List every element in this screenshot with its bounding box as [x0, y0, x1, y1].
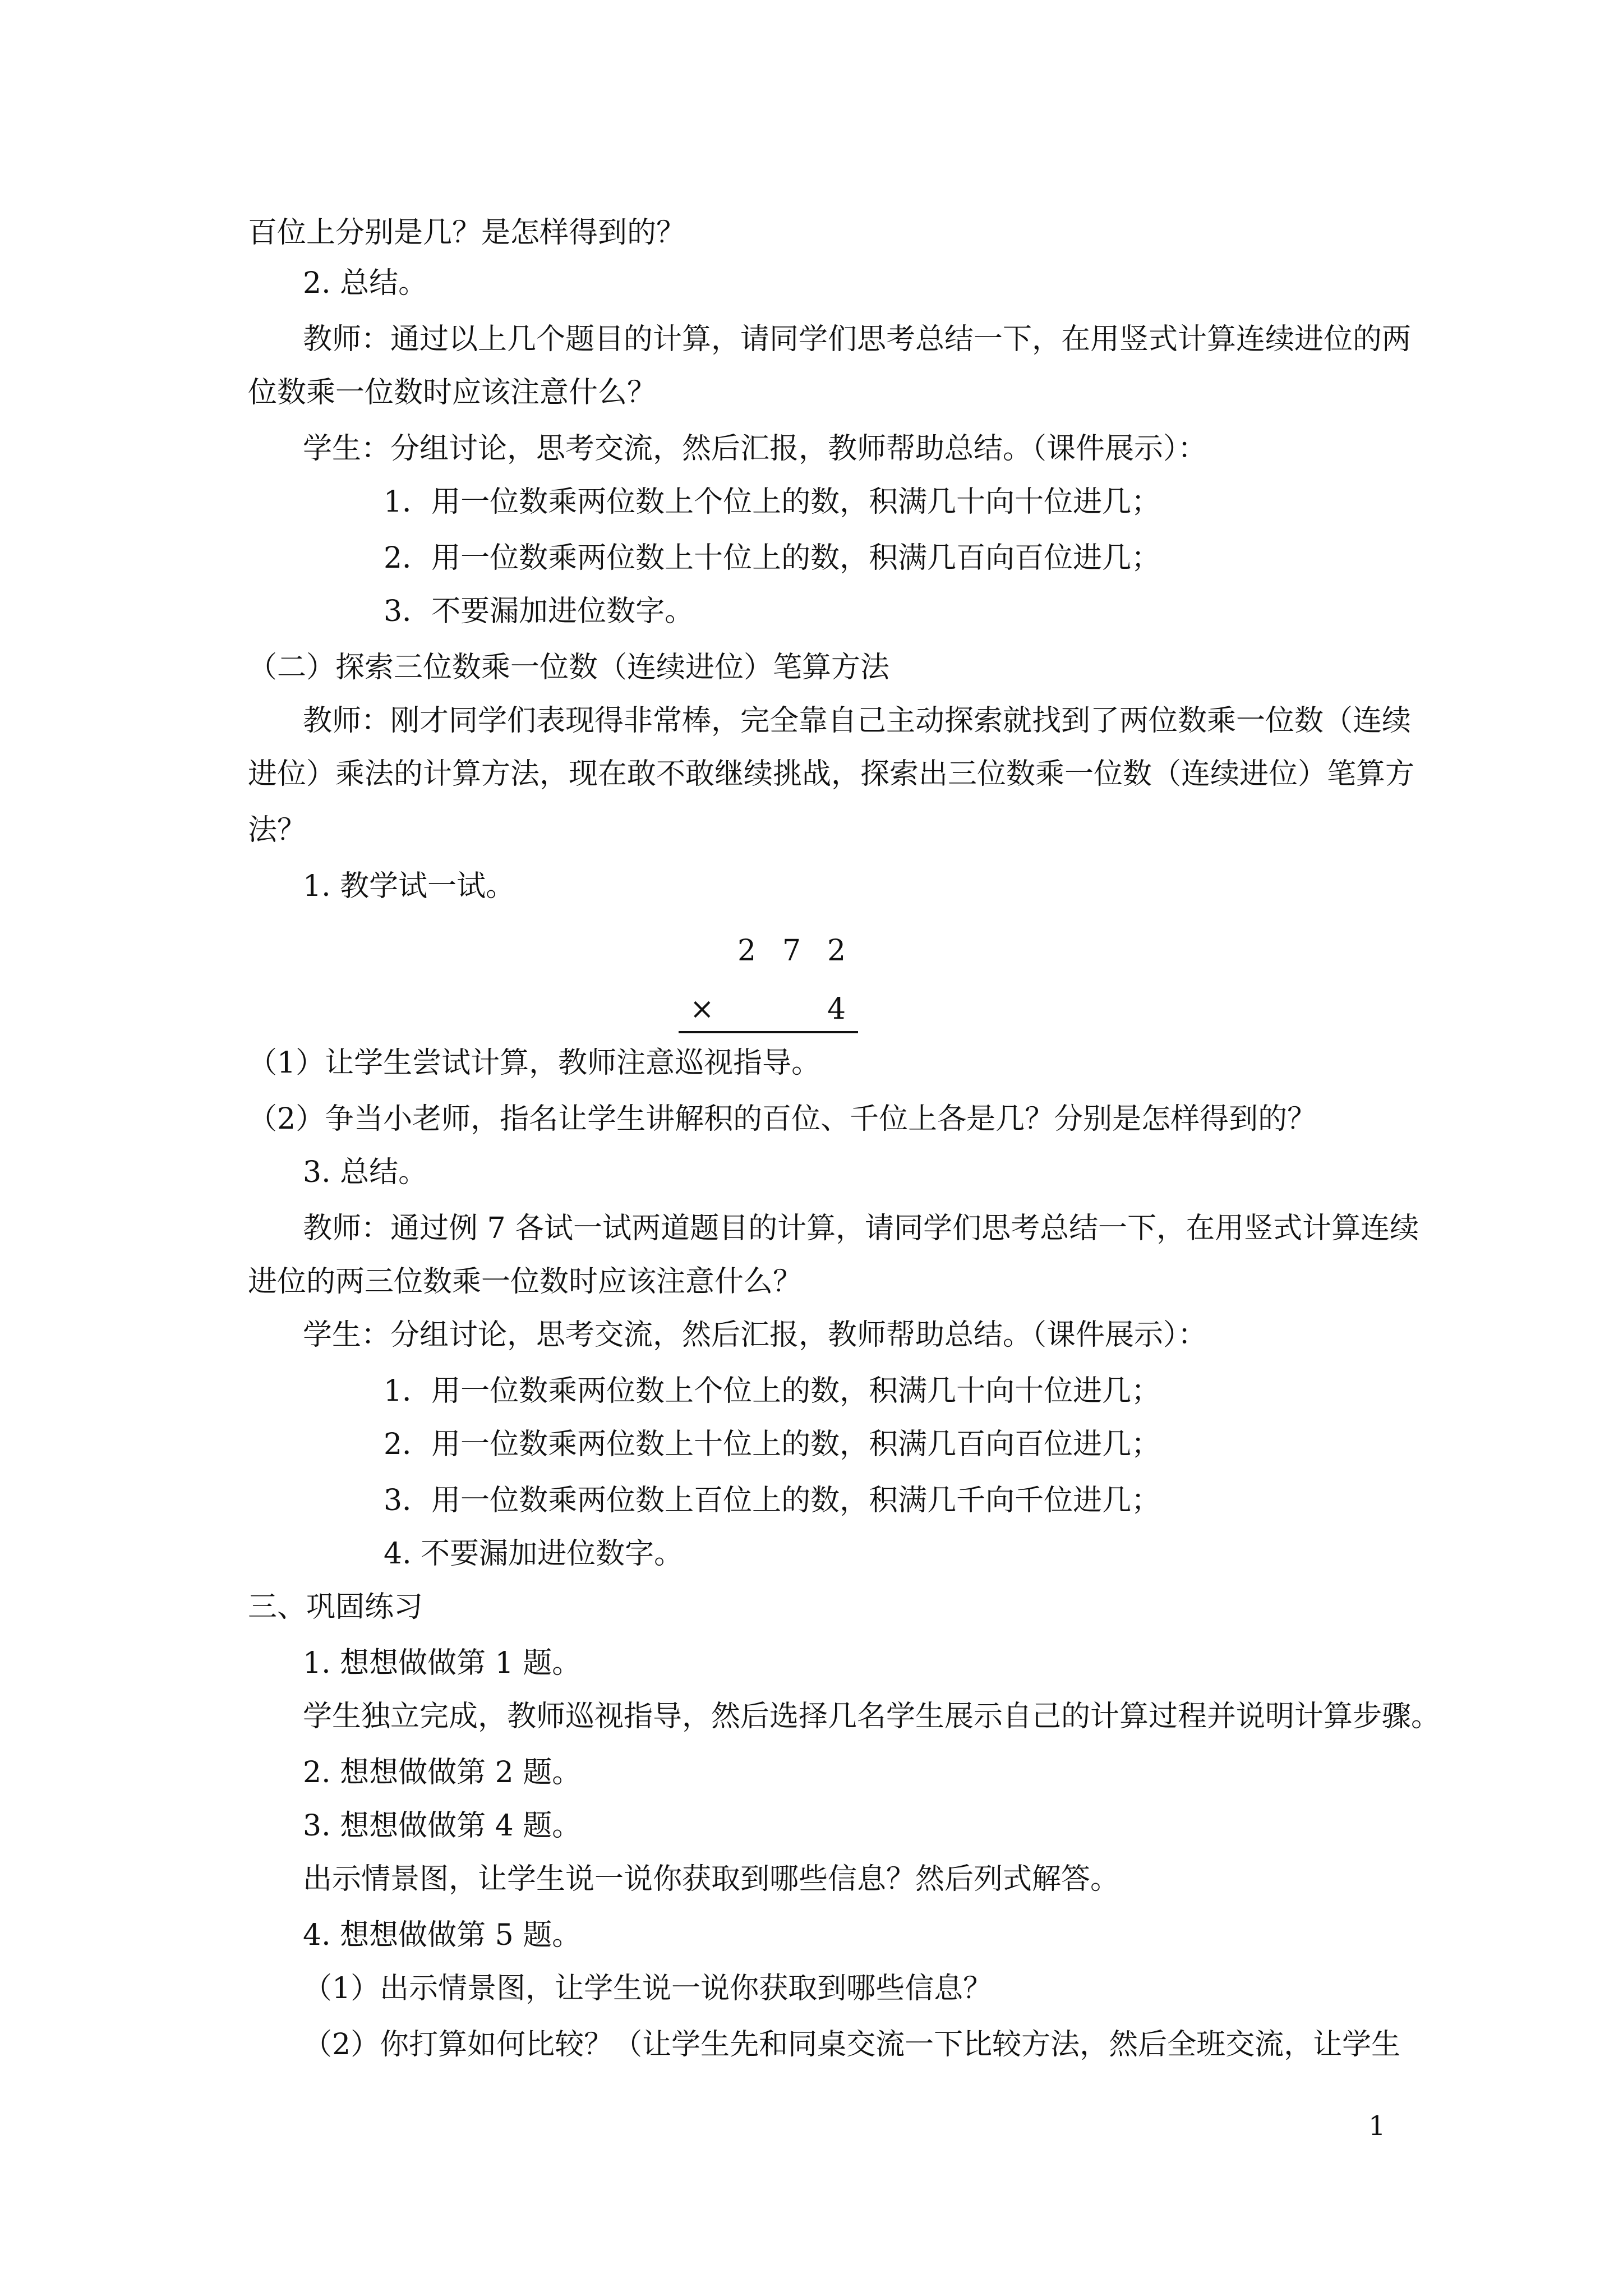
multiplier-digit: 4	[827, 992, 846, 1026]
text-line: 4. 想想做做第 5 题。	[303, 1918, 582, 1952]
text-line: 学生独立完成，教师巡视指导，然后选择几名学生展示自己的计算过程并说明计算步骤。	[303, 1700, 1441, 1733]
list-item: 1．用一位数乘两位数上个位上的数，积满几十向十位进几；	[384, 485, 1161, 519]
text-line: 教师：刚才同学们表现得非常棒，完全靠自己主动探索就找到了两位数乘一位数（连续	[303, 704, 1412, 738]
text-line: （2）争当小老师，指名让学生讲解积的百位、千位上各是几？分别是怎样得到的？	[248, 1102, 1317, 1136]
page-number: 1	[1368, 2110, 1386, 2142]
text-line: 2. 想想做做第 2 题。	[303, 1756, 582, 1789]
calculation-rule-line	[679, 1031, 858, 1033]
section-heading: 3. 总结。	[303, 1156, 428, 1189]
multiplicand-digit: 2	[737, 934, 757, 968]
section-heading: （二）探索三位数乘一位数（连续进位）笔算方法	[248, 651, 890, 684]
list-item: 4. 不要漏加进位数字。	[384, 1537, 684, 1571]
list-item: 3．用一位数乘两位数上百位上的数，积满几千向千位进几；	[384, 1484, 1161, 1517]
section-heading: 三、巩固练习	[248, 1590, 423, 1624]
multiplier-row	[679, 990, 858, 1029]
list-item: 3．不要漏加进位数字。	[384, 595, 694, 628]
text-line: 学生：分组讨论，思考交流，然后汇报，教师帮助总结。（课件展示）：	[303, 432, 1207, 466]
text-line: （2）你打算如何比较？（让学生先和同桌交流一下比较方法，然后全班交流，让学生	[303, 2028, 1401, 2062]
list-item: 2．用一位数乘两位数上十位上的数，积满几百向百位进几；	[384, 1428, 1161, 1461]
text-line: 法？	[248, 813, 307, 847]
text-line: 进位的两三位数乘一位数时应该注意什么？	[248, 1265, 803, 1299]
section-heading: 1. 教学试一试。	[303, 869, 515, 903]
text-line: 学生：分组讨论，思考交流，然后汇报，教师帮助总结。（课件展示）：	[303, 1318, 1207, 1352]
multiplicand-digit: 7	[782, 934, 801, 968]
text-line: 进位）乘法的计算方法，现在敢不敢继续挑战，探索出三位数乘一位数（连续进位）笔算方	[248, 757, 1415, 791]
text-line: （1）让学生尝试计算，教师注意巡视指导。	[248, 1046, 821, 1080]
text-line: 教师：通过以上几个题目的计算，请同学们思考总结一下，在用竖式计算连续进位的两	[303, 323, 1412, 356]
text-line: 教师：通过例 7 各试一试两道题目的计算，请同学们思考总结一下，在用竖式计算连续	[303, 1212, 1419, 1245]
text-line: 位数乘一位数时应该注意什么？	[248, 376, 657, 409]
text-line: 1. 想想做做第 1 题。	[303, 1646, 582, 1680]
section-heading: 2. 总结。	[303, 266, 428, 300]
vertical-multiplication	[679, 931, 858, 1032]
text-line: 百位上分别是几？是怎样得到的？	[248, 216, 686, 250]
list-item: 2．用一位数乘两位数上十位上的数，积满几百向百位进几；	[384, 541, 1161, 575]
text-line: 3. 想想做做第 4 题。	[303, 1809, 582, 1843]
multiplicand-digit: 2	[827, 934, 846, 968]
text-line: 出示情景图，让学生说一说你获取到哪些信息？然后列式解答。	[303, 1862, 1120, 1896]
list-item: 1．用一位数乘两位数上个位上的数，积满几十向十位进几；	[384, 1374, 1161, 1408]
text-line: （1）出示情景图，让学生说一说你获取到哪些信息？	[303, 1972, 993, 2005]
multiply-operator: ×	[690, 992, 714, 1026]
